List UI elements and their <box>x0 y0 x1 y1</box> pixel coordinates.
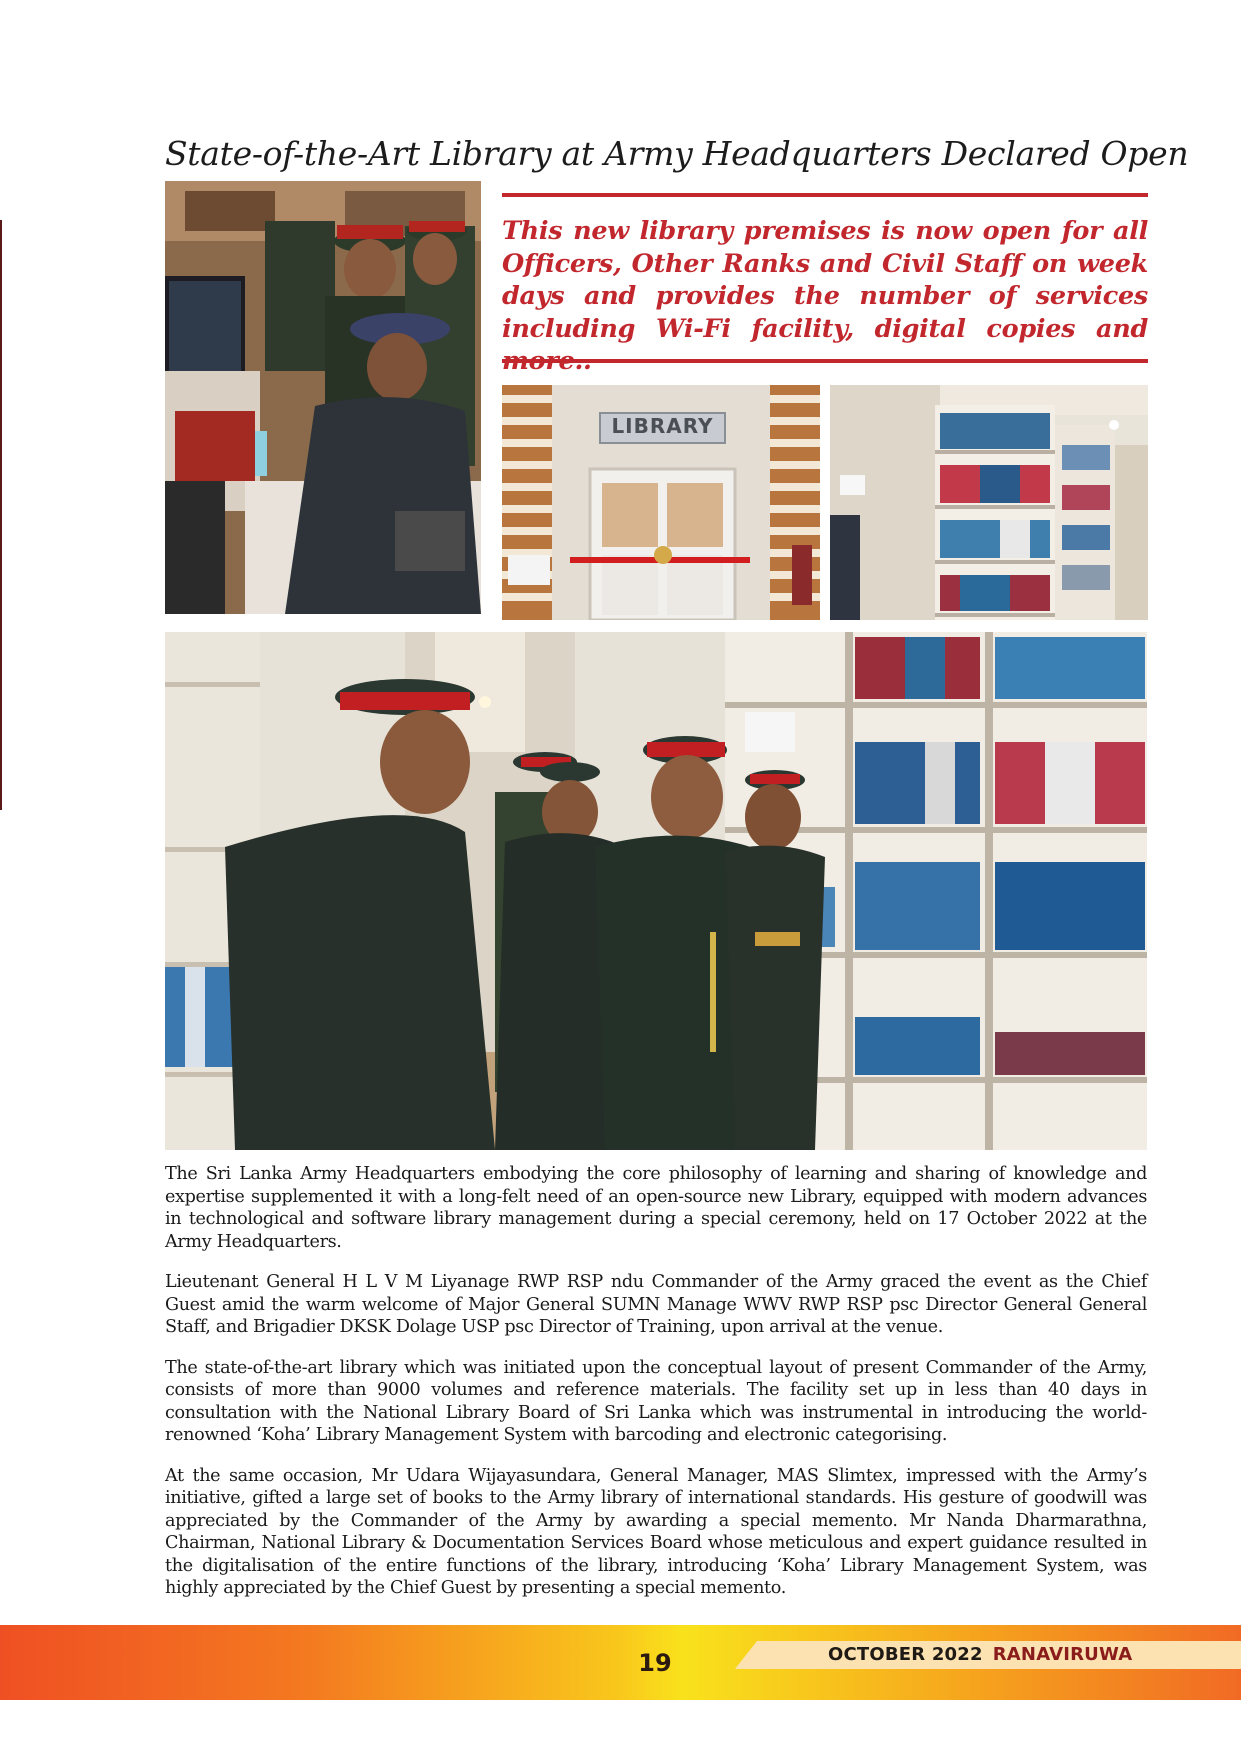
photo-library-entrance <box>502 385 820 620</box>
article-title: State-of-the-Art Library at Army Headquarters Declared Open <box>165 134 1189 174</box>
pull-quote-box <box>502 193 1148 376</box>
article-paragraph: The state-of-the-art library which was initiated upon the conceptual layout of present Commander of the Army, consists of more than 9000 volumes and reference materials. The facility set up in less than 40 days in consultation with the National Library Board of Sri Lanka which was instrumental in introducing the world-renowned ‘Koha’ Library Management System with barcoding and electronic categorising. <box>165 1357 1147 1445</box>
photo-bookshelves <box>830 385 1148 620</box>
door-sign-text: LIBRARY <box>611 414 714 438</box>
article-paragraph: Lieutenant General H L V M Liyanage RWP RSP ndu Commander of the Army graced the event as the Chief Guest amid the warm welcome of Major General SUMN Manage WWV RWP RSP psc Director General General Staff, and Brigadier DKSK Dolage USP psc Director of Training, upon arrival at the venue. <box>165 1272 1147 1337</box>
page-edge-line <box>0 220 2 810</box>
article-body <box>165 1163 1147 1618</box>
magazine-name: RANAVIRUWA <box>992 1644 1133 1665</box>
page-footer <box>0 1625 1241 1700</box>
article-paragraph: The Sri Lanka Army Headquarters embodying the core philosophy of learning and sharing of knowledge and expertise supplemented it with a long-felt need of an open-source new Library, equipped with modern advances in technological and software library management during a special ceremony, held on 17 October 2022 at the Army Headquarters. <box>165 1164 1147 1252</box>
issue-label <box>828 1644 1132 1665</box>
article-paragraph: At the same occasion, Mr Udara Wijayasundara, General Manager, MAS Slimtex, impressed with the Army’s initiative, gifted a large set of books to the Army library of international standards. His gesture of goodwill was appreciated by the Commander of the Army by awarding a special memento. Mr Nanda Dharmarathna, Chairman, National Library & Documentation Services Board whose meticulous and expert guidance resulted in the digitalisation of the entire functions of the library, introducing ‘Koha’ Library Management System, was highly appreciated by the Chief Guest by presenting a special memento. <box>165 1465 1147 1598</box>
page-number: 19 <box>638 1649 672 1677</box>
issue-date: OCTOBER 2022 <box>828 1644 983 1665</box>
pull-quote: This new library premises is now open for all Officers, Other Ranks and Civil Staff on week days and provides the number of services including Wi-Fi facility, digital copies and more.. <box>502 216 1148 376</box>
photo-officers-touring-library <box>165 632 1147 1150</box>
photo-officer-at-computer <box>165 181 481 614</box>
